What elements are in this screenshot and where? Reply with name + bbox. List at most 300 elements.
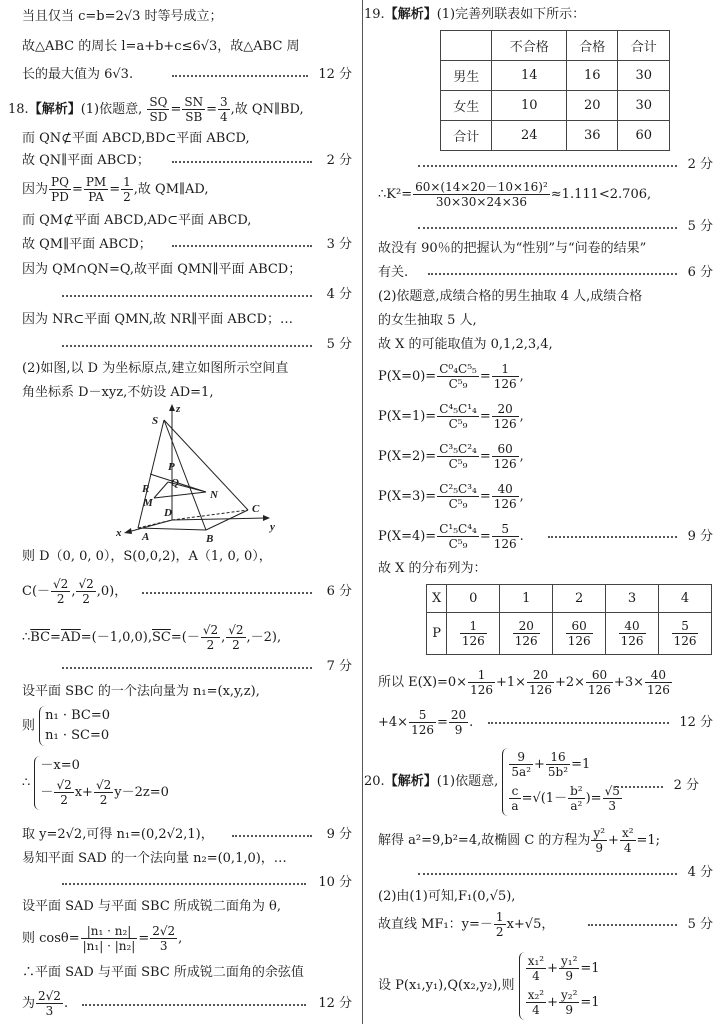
denominator: 126 bbox=[567, 634, 591, 648]
text-span: ,－2), bbox=[246, 630, 282, 645]
numerator: 60×(14×20－10×16)² bbox=[415, 180, 548, 194]
denominator: 126 bbox=[646, 683, 670, 697]
numerator: 20 bbox=[492, 402, 519, 417]
analysis-tag: 【解析】 bbox=[384, 774, 437, 789]
table-cell bbox=[441, 31, 492, 61]
numerator: SN bbox=[184, 95, 204, 109]
dot-leader bbox=[418, 165, 677, 167]
score-mark: 10 分 bbox=[318, 875, 352, 890]
text-span: +4× bbox=[378, 715, 409, 730]
text-span: + bbox=[547, 995, 558, 1010]
vector: $\overline{AD}$ bbox=[60, 630, 81, 645]
fraction bbox=[568, 784, 585, 813]
table-cell bbox=[606, 613, 659, 655]
numerator: 5 bbox=[672, 619, 699, 634]
text-line: 设平面 SBC 的一个法向量为 n₁=(x,y,z), bbox=[22, 684, 260, 699]
denominator: C⁵₉ bbox=[448, 417, 468, 431]
fraction bbox=[620, 826, 636, 855]
numerator: PM bbox=[85, 175, 107, 189]
text-span: , bbox=[519, 489, 524, 504]
text-span: ,故 QM∥AD, bbox=[133, 182, 209, 197]
dot-leader bbox=[62, 345, 312, 347]
text-line: (2)如图,以 D 为坐标原点,建立如图所示空间直 bbox=[22, 361, 289, 376]
denominator: 126 bbox=[493, 497, 517, 511]
math-line bbox=[22, 706, 352, 746]
fraction bbox=[645, 668, 672, 697]
label-y: y bbox=[270, 521, 275, 533]
score-mark: 2 分 bbox=[687, 157, 713, 172]
prob-line bbox=[378, 438, 713, 476]
table-row bbox=[427, 613, 712, 655]
numerator: √5 bbox=[604, 784, 620, 798]
dot-leader bbox=[142, 592, 312, 594]
text-span: =(－ bbox=[170, 630, 200, 645]
score-mark: 4 分 bbox=[687, 865, 713, 880]
denominator: a² bbox=[570, 799, 583, 813]
edge-SC bbox=[164, 420, 248, 510]
table-cell: 不合格 bbox=[492, 31, 567, 61]
x-arrow bbox=[124, 528, 132, 534]
table-cell: 30 bbox=[618, 91, 670, 121]
text-line: 而 QN⊄平面 ABCD,BD⊂平面 ABCD, bbox=[22, 131, 250, 146]
table-cell: 男生 bbox=[441, 61, 492, 91]
fraction bbox=[54, 778, 73, 807]
dot-leader bbox=[62, 883, 306, 885]
dot-leader bbox=[62, 667, 312, 669]
fraction bbox=[591, 826, 607, 855]
score-mark: 7 分 bbox=[326, 659, 352, 674]
text-line: 角坐标系 D－xyz,不妨设 AD=1, bbox=[22, 385, 214, 400]
fraction bbox=[460, 619, 487, 648]
fraction bbox=[201, 623, 220, 652]
text-span: = bbox=[479, 369, 491, 384]
score-line bbox=[22, 152, 352, 170]
seg-MN bbox=[154, 492, 206, 498]
text-span: C(－ bbox=[22, 584, 51, 599]
fraction bbox=[36, 989, 63, 1018]
label-S: S bbox=[152, 415, 159, 427]
dot-leader bbox=[428, 273, 677, 275]
table-row bbox=[427, 585, 712, 613]
numerator: y² bbox=[593, 826, 606, 840]
text-span: . bbox=[519, 529, 524, 544]
text-span: (1)依题意, bbox=[436, 774, 499, 789]
denominator: 126 bbox=[493, 377, 517, 391]
text-span: ∴ bbox=[22, 775, 31, 791]
numerator: 20 bbox=[527, 668, 554, 683]
fraction bbox=[437, 482, 479, 511]
equation-system bbox=[39, 706, 110, 746]
text-span: ,故 QN∥BD, bbox=[230, 102, 304, 117]
dot-leader bbox=[418, 227, 677, 229]
equation bbox=[525, 952, 600, 986]
denominator: 9 bbox=[565, 969, 574, 983]
text-span: ,0)， bbox=[96, 584, 128, 599]
fraction bbox=[509, 784, 520, 813]
denominator: 2 bbox=[206, 638, 215, 652]
denominator: 2 bbox=[123, 190, 131, 204]
table-cell: 女生 bbox=[441, 91, 492, 121]
score-line bbox=[378, 264, 713, 282]
label-Q: Q bbox=[171, 477, 179, 489]
score-mark: 2 分 bbox=[672, 776, 699, 796]
denominator: 4 bbox=[220, 110, 228, 124]
dot-leader bbox=[172, 161, 312, 163]
text-span: =1 bbox=[571, 757, 591, 772]
table-cell: 30 bbox=[618, 61, 670, 91]
text-line: 有关. bbox=[378, 265, 409, 280]
score-line bbox=[22, 826, 352, 844]
score-mark: 3 分 bbox=[326, 237, 352, 252]
numerator: √2 bbox=[53, 577, 69, 591]
label-P: P bbox=[168, 461, 175, 473]
text-span: +3× bbox=[613, 675, 644, 690]
text-line: (2)由(1)可知,F₁(0,√5), bbox=[378, 889, 516, 904]
fraction bbox=[49, 175, 71, 204]
table-cell: 16 bbox=[567, 61, 618, 91]
math-line: $\therefore\overline{BC}=\overline{AD}=(-1,0,0),\overline{SC}=(-$ $\frac{√2}{2}$ , $\frac{√2}{2}$ ,－2), bbox=[22, 623, 282, 652]
fraction bbox=[559, 954, 579, 983]
text-span: , bbox=[519, 449, 524, 464]
fraction bbox=[226, 623, 245, 652]
label-D: D bbox=[164, 507, 172, 519]
question-number: 18. bbox=[8, 102, 29, 117]
table-cell: 合格 bbox=[567, 31, 618, 61]
text-span: = bbox=[479, 409, 491, 424]
text-line: 设平面 SAD 与平面 SBC 所成锐二面角为 θ, bbox=[22, 899, 281, 914]
text-line: 的女生抽取 5 人, bbox=[378, 313, 477, 328]
y-arrow bbox=[263, 515, 270, 521]
q18-heading: 18.【解析】(1)依题意, $\frac{SQ}{SD}$ = $\frac{SN}{SB}$ = $\frac{3}{4}$ ,故 QN∥BD, bbox=[8, 95, 304, 124]
math-line bbox=[378, 952, 713, 1020]
numerator: 40 bbox=[645, 668, 672, 683]
denominator: C⁵₉ bbox=[448, 377, 468, 391]
text-span: x+√5， bbox=[506, 917, 555, 932]
text-span: P(X=2)= bbox=[378, 449, 437, 464]
numerator: 40 bbox=[619, 619, 646, 634]
table-cell: 10 bbox=[492, 91, 567, 121]
question-number: 20. bbox=[364, 774, 385, 789]
denominator: 2 bbox=[99, 793, 108, 807]
numerator: |n₁ · n₂| bbox=[81, 924, 138, 939]
q19-heading bbox=[364, 6, 699, 24]
fraction bbox=[559, 988, 579, 1017]
fraction bbox=[437, 402, 479, 431]
numerator: x₁² bbox=[527, 954, 545, 968]
fraction bbox=[494, 910, 506, 939]
label-z: z bbox=[176, 403, 181, 415]
dot-leader bbox=[172, 245, 312, 247]
text-span: P(X=4)= bbox=[378, 529, 437, 544]
text-line: 故 X 的分布列为： bbox=[378, 561, 487, 576]
q20-heading bbox=[364, 748, 699, 816]
numerator: C²₅C³₄ bbox=[439, 482, 477, 496]
dot-leader bbox=[548, 536, 677, 538]
text-span: =1 bbox=[580, 995, 600, 1010]
table-cell: 60 bbox=[618, 121, 670, 151]
denominator: 3 bbox=[608, 799, 617, 813]
denominator: 3 bbox=[45, 1004, 54, 1018]
text-span: ≈1.111<2.706, bbox=[550, 187, 652, 202]
numerator: 20 bbox=[513, 619, 540, 634]
text-span: =1 bbox=[580, 961, 600, 976]
fraction bbox=[672, 619, 699, 648]
vector: $\overline{BC}$ bbox=[30, 630, 51, 645]
table-cell: 14 bbox=[492, 61, 567, 91]
table-row bbox=[441, 121, 670, 151]
math-line: 因为 $\frac{PQ}{PD}$ = $\frac{PM}{PA}$ = $\frac{1}{2}$ ,故 QM∥AD, bbox=[22, 175, 209, 204]
denominator: 5b² bbox=[547, 765, 569, 779]
fraction bbox=[526, 954, 546, 983]
table-cell: P bbox=[427, 613, 447, 655]
numerator: 16 bbox=[546, 750, 570, 765]
numerator: √2 bbox=[202, 623, 219, 637]
text-line: 易知平面 SAD 的一个法向量 n₂=(0,1,0)，… bbox=[22, 851, 287, 866]
numerator: C¹₅C⁴₄ bbox=[439, 522, 477, 536]
text-line: 因为 NR⊂平面 QMN,故 NR∥平面 ABCD；… bbox=[22, 312, 293, 327]
equation-system bbox=[502, 748, 622, 816]
text-span: ∴K²= bbox=[378, 187, 413, 202]
text-span: P(X=0)= bbox=[378, 369, 437, 384]
table-row bbox=[441, 61, 670, 91]
text-span: y－2z=0 bbox=[114, 785, 169, 800]
denominator: 126 bbox=[514, 634, 538, 648]
math-line bbox=[378, 822, 713, 860]
text-span: 设 P(x₁,y₁),Q(x₂,y₂),则 bbox=[378, 978, 515, 993]
table-cell: 20 bbox=[567, 91, 618, 121]
numerator: b² bbox=[570, 784, 583, 798]
numerator: √2 bbox=[228, 623, 244, 637]
fraction bbox=[509, 750, 533, 779]
label-R: R bbox=[142, 483, 150, 495]
denominator: SB bbox=[185, 110, 203, 124]
fraction bbox=[526, 988, 546, 1017]
score-mark: 6 分 bbox=[325, 574, 352, 610]
label-N: N bbox=[210, 489, 218, 501]
dot-leader bbox=[488, 722, 669, 724]
denominator: SD bbox=[149, 110, 168, 124]
numerator: 5 bbox=[409, 708, 436, 723]
score-mark: 5 分 bbox=[686, 906, 713, 944]
score-mark: 12 分 bbox=[318, 67, 352, 82]
text-span: =√(1－ bbox=[521, 791, 568, 806]
fraction bbox=[492, 442, 519, 471]
score-line bbox=[22, 66, 352, 84]
equation-system bbox=[34, 756, 168, 810]
text-span: 故直线 MF₁：y=－ bbox=[378, 917, 493, 932]
fraction bbox=[603, 784, 622, 813]
text-span: 因为 bbox=[22, 182, 49, 197]
fraction bbox=[492, 522, 519, 551]
fraction bbox=[449, 708, 468, 737]
numerator: C³₅C²₄ bbox=[439, 442, 477, 456]
table-cell bbox=[553, 613, 606, 655]
denominator: C⁵₉ bbox=[448, 537, 468, 551]
denominator: 126 bbox=[529, 683, 552, 697]
fraction bbox=[84, 175, 108, 204]
numerator: 1 bbox=[468, 668, 495, 683]
denominator: 126 bbox=[493, 537, 517, 551]
fraction bbox=[619, 619, 646, 648]
text-span: + bbox=[608, 833, 619, 848]
fraction bbox=[81, 924, 138, 953]
score-mark: 12 分 bbox=[316, 986, 352, 1022]
text-span: － bbox=[40, 785, 54, 800]
text-span: ∴ bbox=[22, 630, 31, 645]
text-span: . bbox=[469, 715, 474, 730]
text-span: 解得 a²=9,b²=4,故椭圆 C 的方程为 bbox=[378, 833, 591, 848]
fraction bbox=[437, 362, 479, 391]
numerator: 1 bbox=[460, 619, 487, 634]
text-span: = bbox=[436, 715, 448, 730]
dot-leader bbox=[418, 873, 677, 875]
math-line bbox=[378, 176, 713, 214]
table-cell: 36 bbox=[567, 121, 618, 151]
score-mark: 4 分 bbox=[326, 287, 352, 302]
numerator: 2√2 bbox=[38, 989, 61, 1003]
fraction bbox=[492, 402, 519, 431]
prob-line bbox=[378, 398, 713, 436]
equation-system bbox=[519, 952, 600, 1020]
prob-line bbox=[378, 358, 713, 396]
numerator: y₂² bbox=[561, 988, 578, 1002]
fraction bbox=[182, 95, 205, 124]
text-span: = bbox=[50, 630, 61, 645]
fraction bbox=[468, 668, 495, 697]
contingency-table bbox=[440, 30, 670, 151]
denominator: 2 bbox=[56, 592, 65, 606]
text-span: x+ bbox=[74, 785, 93, 800]
denominator: 2 bbox=[82, 592, 90, 606]
numerator: 5 bbox=[492, 522, 519, 537]
score-mark: 2 分 bbox=[326, 153, 352, 168]
fraction bbox=[76, 577, 95, 606]
question-number: 19. bbox=[364, 7, 385, 22]
fraction bbox=[492, 362, 519, 391]
fraction bbox=[51, 577, 70, 606]
table-cell: 4 bbox=[659, 585, 712, 613]
fraction bbox=[513, 619, 540, 648]
text-span: , bbox=[519, 409, 524, 424]
equation bbox=[508, 748, 622, 782]
denominator: 30×30×24×36 bbox=[435, 195, 528, 209]
table-cell: 2 bbox=[553, 585, 606, 613]
score-mark: 9 分 bbox=[686, 518, 713, 556]
text-line: 取 y=2√2,可得 n₁=(0,2√2,1)， bbox=[22, 827, 214, 842]
fraction bbox=[147, 95, 169, 124]
prob-line bbox=[378, 518, 713, 556]
numerator: √2 bbox=[78, 577, 94, 591]
vector: $\overline{SC}$ bbox=[152, 630, 171, 645]
fraction bbox=[218, 95, 230, 124]
fraction bbox=[121, 175, 133, 204]
text-line: 故没有 90％的把握认为“性别”与“问卷的结果” bbox=[378, 241, 647, 256]
text-line: 长的最大值为 6√3. bbox=[22, 67, 134, 82]
label-A: A bbox=[142, 531, 150, 542]
text-span: , bbox=[71, 584, 76, 599]
numerator: 3 bbox=[220, 95, 228, 109]
score-mark: 5 分 bbox=[687, 219, 713, 234]
text-span: )= bbox=[585, 791, 602, 806]
text-span: P(X=1)= bbox=[378, 409, 437, 424]
table-row bbox=[441, 91, 670, 121]
denominator: 9 bbox=[565, 1003, 574, 1017]
seg-MQ bbox=[154, 482, 168, 498]
edge-AB bbox=[138, 528, 206, 530]
dot-leader bbox=[614, 786, 663, 788]
denominator: a bbox=[511, 799, 519, 813]
numerator: 1 bbox=[495, 910, 504, 924]
denominator: 126 bbox=[493, 457, 517, 471]
text-line: (2)依题意,成绩合格的男生抽取 4 人,成绩合格 bbox=[378, 289, 643, 304]
fraction bbox=[492, 482, 519, 511]
numerator: √2 bbox=[95, 778, 112, 792]
x-axis bbox=[128, 520, 172, 532]
numerator: c bbox=[509, 784, 520, 799]
expectation-line bbox=[378, 664, 713, 702]
text-line: 故 X 的可能取值为 0,1,2,3,4, bbox=[378, 337, 553, 352]
numerator: y₁² bbox=[561, 954, 578, 968]
distribution-table bbox=[426, 584, 712, 655]
numerator: x² bbox=[621, 826, 634, 840]
score-mark: 5 分 bbox=[326, 337, 352, 352]
fraction bbox=[94, 778, 113, 807]
z-arrow bbox=[169, 404, 175, 411]
denominator: PD bbox=[51, 190, 69, 204]
text-span: = bbox=[479, 529, 491, 544]
equation bbox=[508, 782, 622, 816]
score-mark: 9 分 bbox=[326, 827, 352, 842]
text-span: = bbox=[479, 489, 491, 504]
equation: n₁ · SC=0 bbox=[45, 728, 110, 743]
text-span: + bbox=[534, 757, 545, 772]
text-span: +1× bbox=[495, 675, 527, 690]
text-span: (1)完善列联表如下所示： bbox=[436, 7, 586, 22]
text-span: P(X=3)= bbox=[378, 489, 437, 504]
fraction bbox=[409, 708, 436, 737]
denominator: PA bbox=[88, 190, 104, 204]
table-cell: 1 bbox=[500, 585, 553, 613]
table-cell: X bbox=[427, 585, 447, 613]
text-line: 而 QM⊄平面 ABCD,AD⊂平面 ABCD, bbox=[22, 213, 252, 228]
text-span: = bbox=[479, 449, 491, 464]
denominator: 126 bbox=[411, 723, 434, 737]
numerator: 2√2 bbox=[152, 924, 176, 938]
text-line: 故 QM∥平面 ABCD； bbox=[22, 237, 152, 252]
fraction bbox=[437, 442, 479, 471]
table-header-row bbox=[441, 31, 670, 61]
pyramid-figure bbox=[110, 402, 290, 542]
equation: －x=0 bbox=[40, 758, 80, 773]
denominator: 2 bbox=[60, 793, 68, 807]
numerator: x₂² bbox=[527, 988, 545, 1002]
y-axis bbox=[172, 518, 266, 520]
numerator: C⁴₅C¹₄ bbox=[439, 402, 477, 416]
text-line: ∴平面 SAD 与平面 SBC 所成锐二面角的余弦值 bbox=[22, 965, 304, 980]
denominator: 9 bbox=[595, 841, 604, 855]
denominator: 4 bbox=[532, 969, 540, 983]
score-mark: 6 分 bbox=[687, 265, 713, 280]
table-cell: 合计 bbox=[441, 121, 492, 151]
fraction bbox=[150, 924, 177, 953]
score-line bbox=[378, 704, 713, 742]
numerator: 40 bbox=[492, 482, 519, 497]
table-cell: 0 bbox=[447, 585, 500, 613]
math-line bbox=[22, 756, 352, 810]
denominator: 126 bbox=[620, 634, 644, 648]
dot-leader bbox=[172, 75, 308, 77]
numerator: SQ bbox=[149, 95, 168, 109]
